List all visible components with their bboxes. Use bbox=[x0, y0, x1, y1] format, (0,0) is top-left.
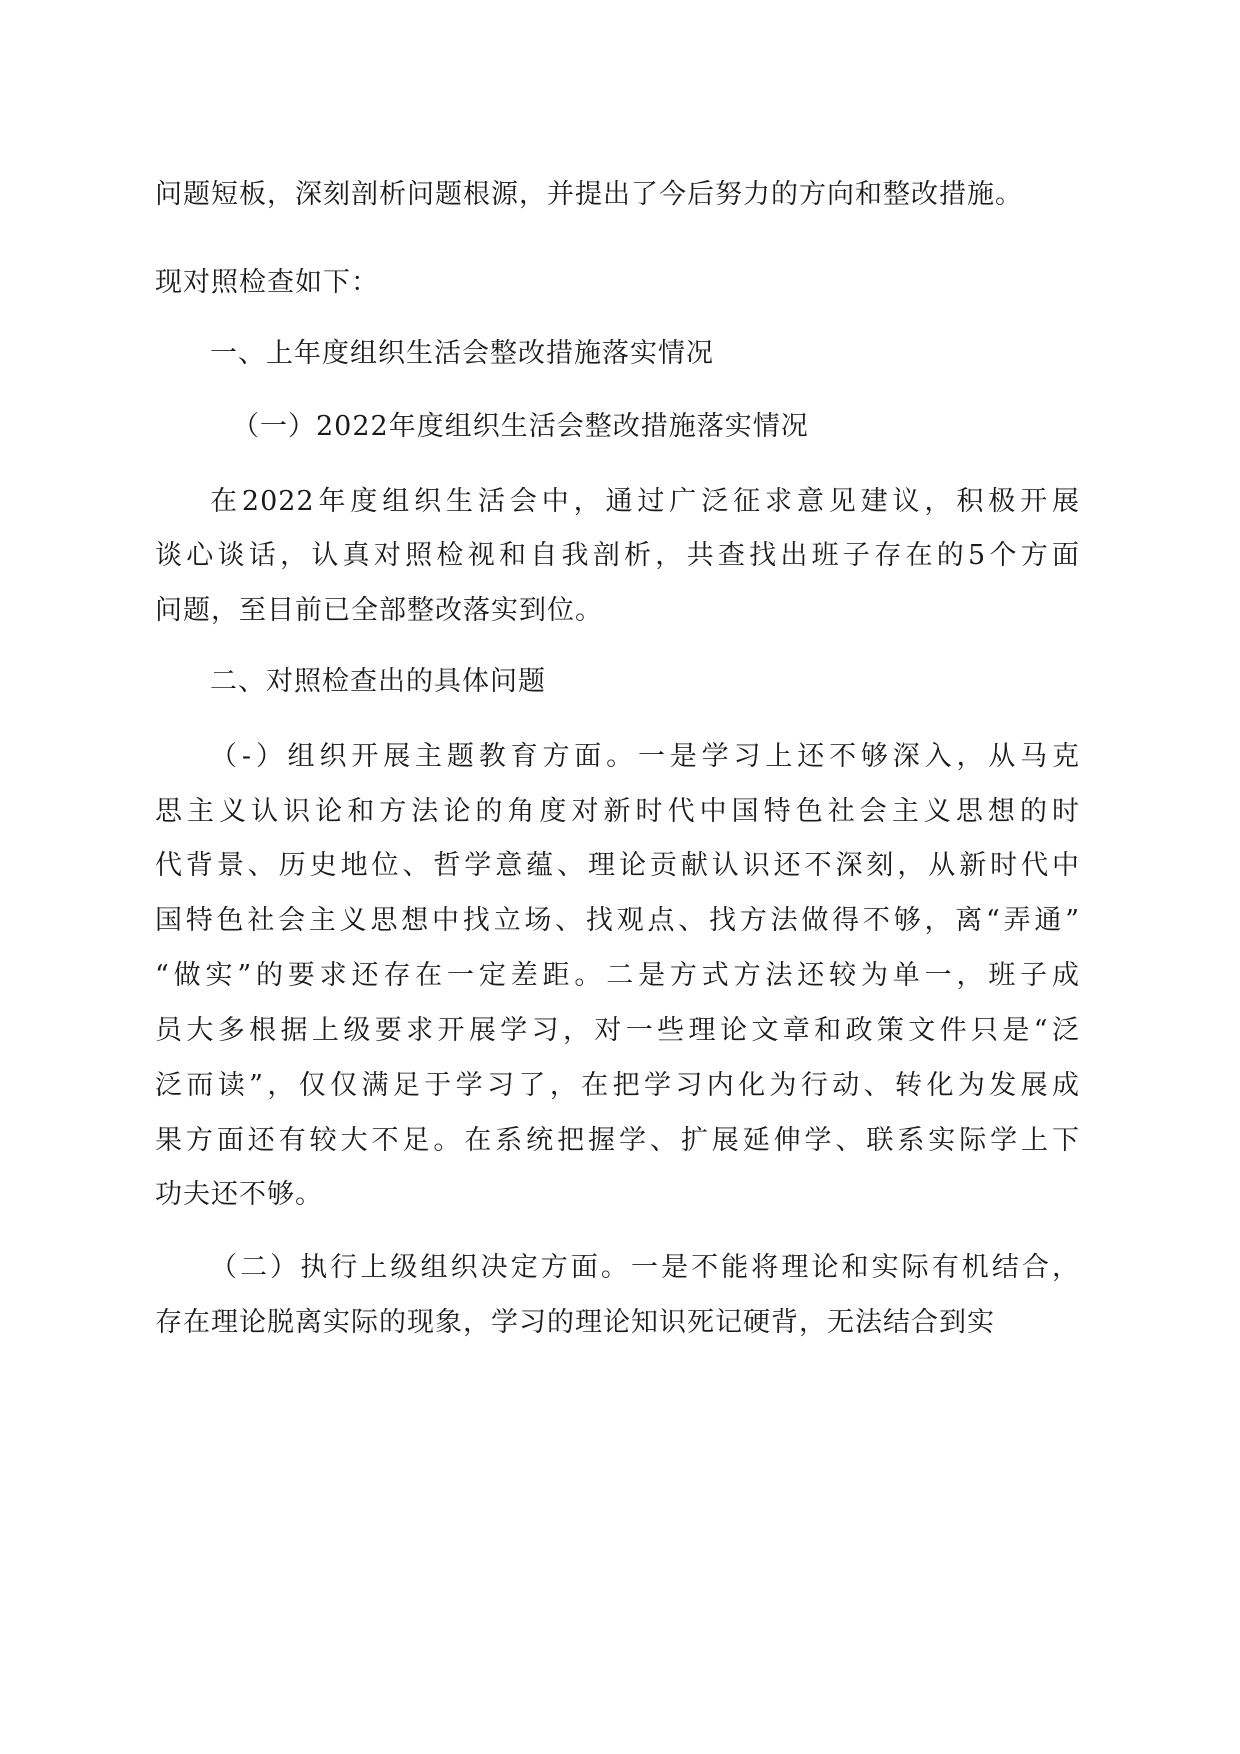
paragraph-line: 现对照检查如下： bbox=[155, 267, 379, 298]
paragraph-line: “做实”的要求还存在一定差距。二是方式方法还较为单一，班子成 bbox=[155, 960, 1080, 991]
paragraph-line: 国特色社会主义思想中找立场、找观点、找方法做得不够，离“弄通” bbox=[155, 905, 1080, 936]
paragraph-line: 员大多根据上级要求开展学习，对一些理论文章和政策文件只是“泛 bbox=[155, 1015, 1080, 1046]
paragraph-line: （-）组织开展主题教育方面。一是学习上还不够深入，从马克 bbox=[210, 741, 1080, 772]
paragraph-line: 问题，至目前已全部整改落实到位。 bbox=[155, 595, 603, 626]
paragraph-line: 功夫还不够。 bbox=[155, 1179, 323, 1210]
section-heading: 二、对照检查出的具体问题 bbox=[210, 666, 546, 697]
section-heading: 一、上年度组织生活会整改措施落实情况 bbox=[210, 338, 714, 369]
paragraph-line: 果方面还有较大不足。在系统把握学、扩展延伸学、联系实际学上下 bbox=[155, 1125, 1080, 1156]
paragraph-line: 在2022年度组织生活会中，通过广泛征求意见建议，积极开展 bbox=[210, 486, 1080, 517]
paragraph-line: （二）执行上级组织决定方面。一是不能将理论和实际有机结合， bbox=[210, 1252, 1080, 1283]
paragraph-line: 存在理论脱离实际的现象，学习的理论知识死记硬背，无法结合到实 bbox=[155, 1307, 995, 1338]
paragraph-line: 泛而读”，仅仅满足于学习了，在把学习内化为行动、转化为发展成 bbox=[155, 1070, 1080, 1101]
paragraph-line: 思主义认识论和方法论的角度对新时代中国特色社会主义思想的时 bbox=[155, 796, 1080, 827]
paragraph-line: 代背景、历史地位、哲学意蕴、理论贡献认识还不深刻，从新时代中 bbox=[155, 850, 1080, 881]
subsection-heading: （一）2022年度组织生活会整改措施落实情况 bbox=[232, 411, 809, 442]
paragraph-line: 谈心谈话，认真对照检视和自我剖析，共查找出班子存在的5个方面 bbox=[155, 540, 1080, 571]
paragraph-line: 问题短板，深刻剖析问题根源，并提出了今后努力的方向和整改措施。 bbox=[155, 179, 1023, 210]
